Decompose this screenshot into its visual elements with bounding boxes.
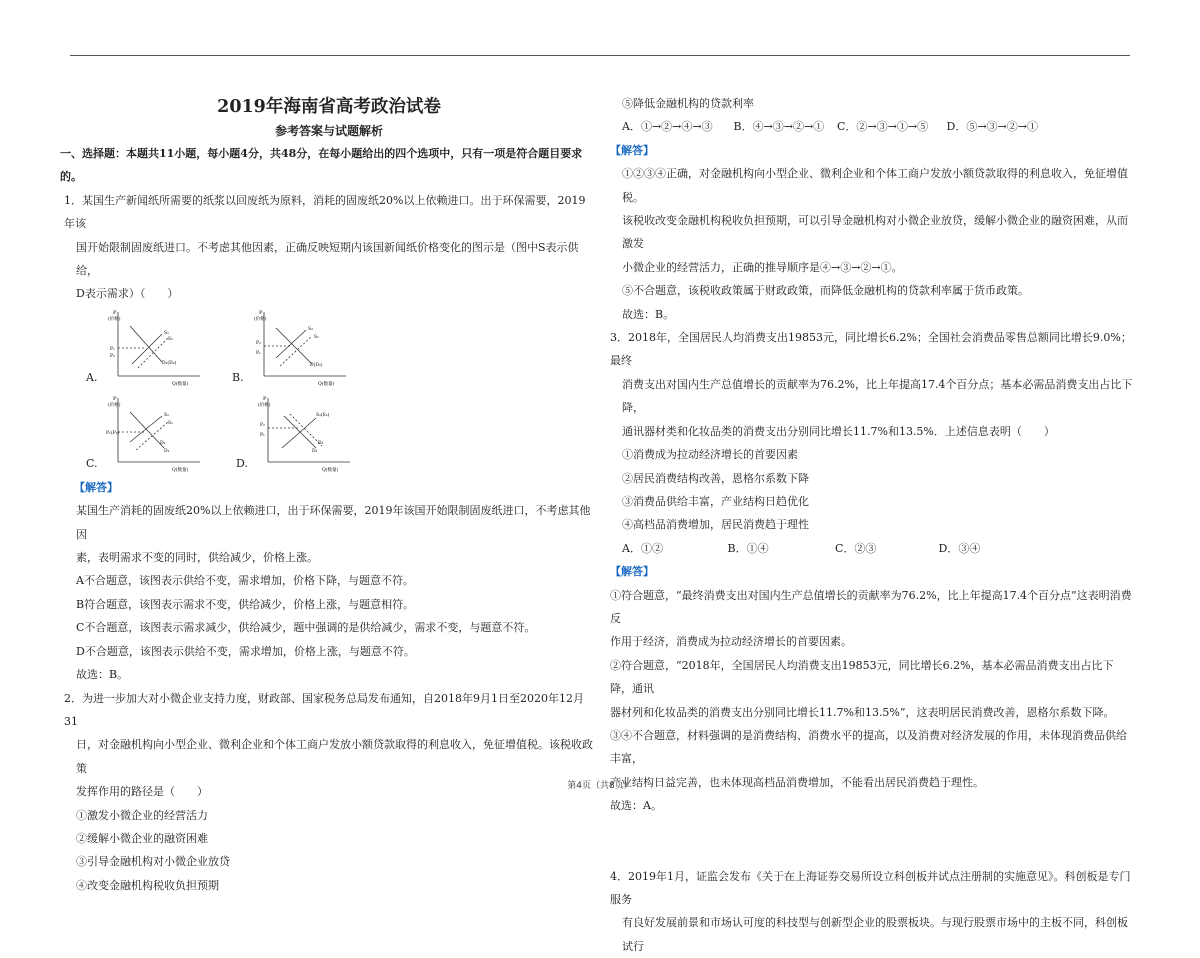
svg-text:P₂: P₂ xyxy=(256,340,261,346)
q1-stem-line: 国开始限制固废纸进口。不考虑其他因素，正确反映短期内该国新闻纸价格变化的图示是（图中S表示供给， xyxy=(76,240,579,278)
q3-explain-line: ②符合题意，“2018年，全国居民人均消费支出19853元，同比增长6.2%，基本必需品消费支出占比下降，通讯 xyxy=(610,658,1114,696)
graph-d xyxy=(250,392,360,474)
q2-option-b: B．④→③→②→① xyxy=(733,120,825,134)
spacer xyxy=(610,818,1135,865)
q3-option-c: C．②③ xyxy=(835,541,877,555)
q2-item: ②缓解小微企业的融资困难 xyxy=(76,831,208,845)
q3-option-a: A．①② xyxy=(622,541,663,555)
svg-text:P₂: P₂ xyxy=(110,353,115,359)
q2-item: ①激发小微企业的经营活力 xyxy=(76,808,208,822)
axis-p-label: P xyxy=(113,309,117,316)
svg-text:Q(数量): Q(数量) xyxy=(318,381,335,387)
q2-explain-line: 该税收改变金融机构税收负担预期，可以引导金融机构对小微企业放贷，缓解小微企业的融资困难，从而激发 xyxy=(622,214,1128,251)
q2-option-d: D．⑤→③→②→① xyxy=(946,120,1038,134)
q2-explain-line: 小微企业的经营活力，正确的推导顺序是④→③→②→①。 xyxy=(622,260,903,274)
q2-item: ③引导金融机构对小微企业放贷 xyxy=(76,855,230,869)
q2-item: ⑤降低金融机构的贷款利率 xyxy=(622,97,754,110)
svg-text:S₁: S₁ xyxy=(168,420,173,426)
svg-text:P₁: P₁ xyxy=(260,432,265,438)
document-subtitle: 参考答案与试题解析 xyxy=(274,124,383,138)
q3-item: ②居民消费结构改善，恩格尔系数下降 xyxy=(622,471,809,485)
q3-explain-line: 器材列和化妆品类的消费支出分别同比增长11.7%和13.5%”，这表明居民消费改善，恩格尔系数下降。 xyxy=(610,705,1115,719)
svg-text:(价格): (价格) xyxy=(254,316,267,322)
svg-text:D₁(D₂): D₁(D₂) xyxy=(162,360,177,366)
svg-text:S₁: S₁ xyxy=(164,330,169,336)
svg-text:(价格): (价格) xyxy=(258,402,271,408)
svg-text:P₁: P₁ xyxy=(110,346,115,352)
q1-answer-line: 故选：B。 xyxy=(76,668,129,682)
q3-item: ④高档品消费增加，居民消费趋于理性 xyxy=(622,518,809,532)
svg-text:S₂: S₂ xyxy=(308,326,313,332)
q2-option-c: C．②→③→①→⑤ xyxy=(837,120,929,134)
right-column xyxy=(610,92,1135,958)
svg-text:D₂: D₂ xyxy=(160,440,166,446)
q3-option-b: B．①④ xyxy=(727,541,769,555)
q1-explain-line: C不合题意，该图表示需求减少，供给减少，题中强调的是供给减少，需求不变，与题意不符。 xyxy=(76,621,536,635)
q1-explain-line: D不合题意，该图表示供给不变，需求增加，价格上涨，与题意不符。 xyxy=(76,644,415,658)
q2-stem-line: 2．为进一步加大对小微企业支持力度，财政部、国家税务总局发布通知，自2018年9月1日至2020年12月31 xyxy=(64,691,584,728)
svg-text:Q(数量): Q(数量) xyxy=(172,381,189,387)
svg-text:S₁: S₁ xyxy=(314,334,319,340)
q1-stem-line: D表示需求）（ ） xyxy=(76,287,179,301)
q2-stem-line: 日，对金融机构向小型企业、微利企业和个体工商户发放小额贷款取得的利息收入，免征增值税。该税收政策 xyxy=(76,738,593,775)
svg-text:(价格): (价格) xyxy=(108,402,121,408)
svg-text:S₁(S₂): S₁(S₂) xyxy=(316,412,330,418)
svg-text:D₁: D₁ xyxy=(164,448,170,454)
option-a-label: A. xyxy=(86,370,98,384)
q3-explain-line: 产业结构日益完善，也未体现高档品消费增加，不能看出居民消费趋于理性。 xyxy=(610,775,984,789)
q3-stem-line: 通讯器材类和化妆品类的消费支出分别同比增长11.7%和13.5%．上述信息表明（ ） xyxy=(622,424,1055,438)
svg-text:P: P xyxy=(259,309,263,316)
q3-options xyxy=(610,537,1135,560)
q3-answer-line: 故选：A。 xyxy=(610,799,662,813)
option-c-label: C. xyxy=(86,456,98,470)
svg-text:P₁(P₂): P₁(P₂) xyxy=(106,430,120,436)
q2-answer-tag: 【解答】 xyxy=(610,143,654,157)
svg-text:S₂: S₂ xyxy=(168,336,173,342)
svg-text:D₂: D₂ xyxy=(318,440,324,446)
q3-explain-line: ①符合题意，“最终消费支出对国内生产总值增长的贡献率为76.2%，比上年提高17.4个百分点”这表明消费反 xyxy=(610,588,1132,625)
q1-explain-line: B符合题意，该图表示需求不变，供给减少，价格上涨，与题意相符。 xyxy=(76,597,415,611)
section-heading: 一、选择题：本题共11小题，每小题4分，共48分，在每小题给出的四个选项中，只有一项是符合题目要求的。 xyxy=(60,147,583,184)
svg-text:Q(数量): Q(数量) xyxy=(322,467,339,473)
q3-item: ③消费品供给丰富，产业结构日趋优化 xyxy=(622,494,809,508)
svg-text:S₂: S₂ xyxy=(164,412,169,418)
header-rule xyxy=(70,55,1130,56)
q3-explain-line: 作用于经济，消费成为拉动经济增长的首要因素。 xyxy=(610,635,852,649)
q2-answer-line: 故选：B。 xyxy=(622,307,675,321)
svg-text:P₂: P₂ xyxy=(260,422,265,428)
q3-explain-line: ③④不合题意，材料强调的是消费结构、消费水平的提高，以及消费对经济发展的作用，未体现消费品供给丰富， xyxy=(610,728,1127,766)
q3-option-d: D．③④ xyxy=(938,541,981,555)
q2-item: ④改变金融机构税收负担预期 xyxy=(76,878,219,892)
q1-explain-line: A不合题意，该图表示供给不变，需求增加，价格下降，与题意不符。 xyxy=(76,574,414,588)
svg-text:P: P xyxy=(113,395,117,402)
q3-stem-line: 消费支出对国内生产总值增长的贡献率为76.2%，比上年提高17.4个百分点；基本必需品消费支出占比下降， xyxy=(622,377,1133,415)
q3-stem-line: 3．2018年，全国居民人均消费支出19853元，同比增长6.2%；全国社会消费品零售总额同比增长9.0%；最终 xyxy=(610,331,1132,368)
q1-explain-line: 某国生产消耗的固废纸20%以上依赖进口，出于环保需要，2019年该国开始限制固废纸进口，不考虑其他因 xyxy=(76,504,591,541)
graph-c xyxy=(100,392,210,474)
svg-text:P₁: P₁ xyxy=(256,350,261,356)
q2-explain-line: ①②③④正确，对金融机构向小型企业、微利企业和个体工商户发放小额贷款取得的利息收入，免征增值税。 xyxy=(622,167,1128,204)
svg-text:D₁: D₁ xyxy=(312,448,318,454)
q4-stem-line: 4．2019年1月，证监会发布《关于在上海证券交易所设立科创板并试点注册制的实施意见》。科创板是专门服务 xyxy=(610,869,1131,906)
svg-text:D(D₂): D(D₂) xyxy=(310,362,323,368)
left-column xyxy=(60,92,594,897)
page-footer: 第4页（共8页） xyxy=(567,781,633,791)
q2-stem-line: 发挥作用的路径是（ ） xyxy=(76,785,208,799)
q2-option-a: A．①→②→④→③ xyxy=(622,120,713,134)
graph-b xyxy=(246,306,356,388)
svg-text:P: P xyxy=(263,395,267,402)
document-title: 2019年海南省高考政治试卷 xyxy=(217,97,441,117)
q1-answer-tag: 【解答】 xyxy=(74,480,118,494)
q1-explain-line: 素，表明需求不变的同时，供给减少，价格上涨。 xyxy=(76,551,318,565)
svg-text:(价格): (价格) xyxy=(108,316,121,322)
option-d-label: D. xyxy=(236,456,248,470)
q2-explain-line: ⑤不合题意，该税收政策属于财政政策，而降低金融机构的贷款利率属于货币政策。 xyxy=(622,284,1029,298)
q3-item: ①消费成为拉动经济增长的首要因素 xyxy=(622,448,798,462)
q3-answer-tag: 【解答】 xyxy=(610,565,654,579)
q1-graph-options xyxy=(64,306,594,476)
option-b-label: B. xyxy=(232,370,244,384)
svg-text:Q(数量): Q(数量) xyxy=(172,467,189,473)
q1-stem-line: 1．某国生产新闻纸所需要的纸浆以回废纸为原料，消耗的固废纸20%以上依赖进口。出于环保需要，2019年该 xyxy=(64,193,586,231)
q4-stem-line: 有良好发展前景和市场认可度的科技型与创新型企业的股票板块。与现行股票市场中的主板不同，科创板试行 xyxy=(622,916,1128,953)
graph-a xyxy=(100,306,210,388)
q2-options xyxy=(610,115,1135,138)
